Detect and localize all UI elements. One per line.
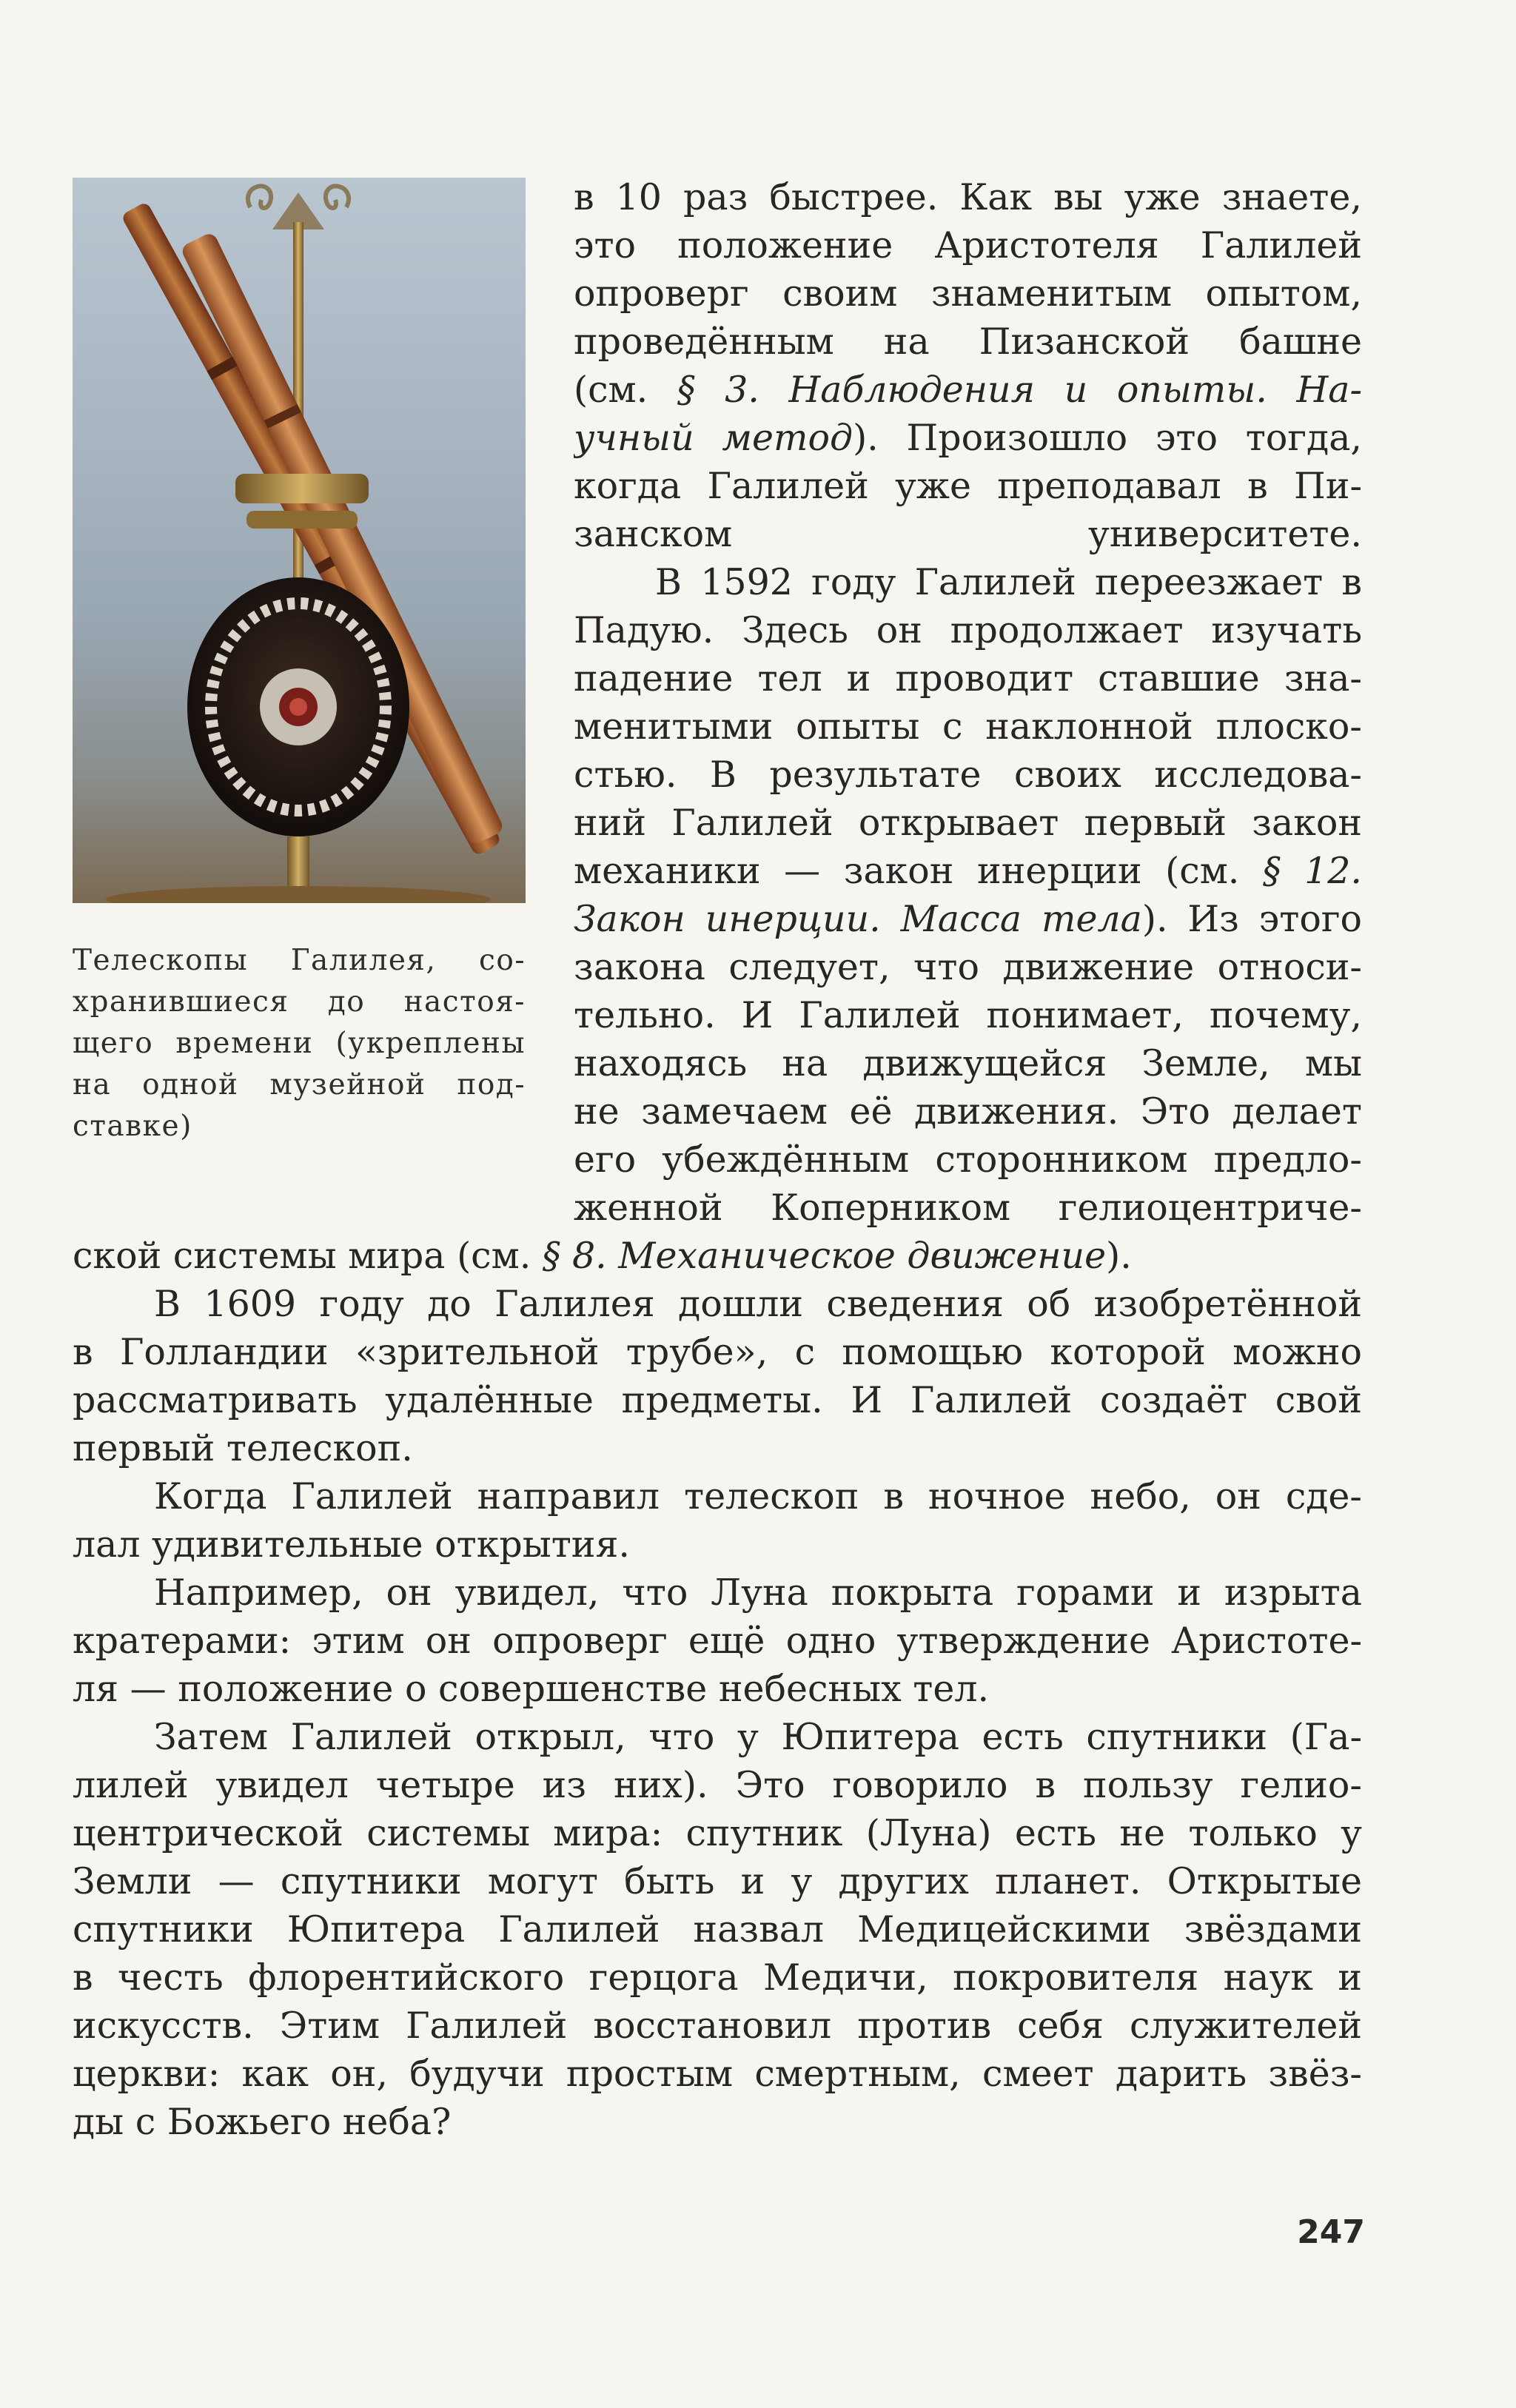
text-fragment: стью. В результате своих исследова- [574, 754, 1362, 796]
text-fragment: в честь флорентийского герцога Медичи, покровителя наук и [73, 1956, 1362, 1999]
caption-line: на одной музейной под- [73, 1068, 526, 1101]
text-fragment: кратерами: этим он опроверг ещё одно утверждение Аристоте- [73, 1620, 1362, 1662]
text-line [73, 1713, 1362, 1761]
text-line [73, 1424, 1362, 1472]
text-fragment: (см. [574, 369, 677, 411]
caption-line: ставке) [73, 1110, 192, 1143]
text-line [73, 1617, 1362, 1665]
text-line [73, 1472, 1362, 1520]
text-line [73, 2002, 1362, 2050]
text-fragment: ). [1106, 1235, 1132, 1277]
text-line [574, 895, 1362, 943]
text-line [574, 462, 1362, 510]
text-fragment: в Голландии «зрительной трубе», с помощью которой можно [73, 1331, 1362, 1373]
text-fragment: церкви: как он, будучи простым смертным, смеет дарить звёз- [73, 2053, 1362, 2095]
text-fragment: его убеждённым сторонником предло- [574, 1138, 1362, 1181]
text-line [574, 991, 1362, 1039]
text-fragment: находясь на движущейся Земле, мы [574, 1042, 1362, 1084]
text-fragment: занском университете. [574, 513, 1362, 555]
caption-line: Телескопы Галилея, со- [73, 944, 526, 977]
body-text [73, 1232, 1362, 2146]
text-line [73, 1280, 1362, 1328]
text-line [574, 751, 1362, 799]
text-line [574, 1136, 1362, 1184]
text-line [574, 1184, 1362, 1232]
text-fragment: менитыми опыты с наклонной плоско- [574, 705, 1362, 748]
text-fragment: ды с Божьего неба? [73, 2101, 452, 2143]
text-fragment: ля — положение о совершенстве небесных тел. [73, 1668, 990, 1710]
text-fragment: ). Из этого [1141, 898, 1362, 940]
text-line [574, 847, 1362, 895]
text-line [574, 558, 1362, 606]
text-line [73, 1376, 1362, 1424]
italic-reference: § 3. Наблюдения и опыты. На- [677, 369, 1362, 411]
text-fragment: закона следует, что движение относи- [574, 946, 1362, 988]
text-fragment: Затем Галилей открыл, что у Юпитера есть спутники (Га- [154, 1716, 1362, 1758]
text-line [574, 414, 1362, 462]
text-fragment: В 1592 году Галилей переезжает в [655, 561, 1362, 603]
text-fragment: Например, он увидел, что Луна покрыта горами и изрыта [154, 1572, 1362, 1614]
text-line [574, 318, 1362, 366]
caption-line: хранившиеся до настоя- [73, 985, 526, 1019]
text-fragment: в 10 раз быстрее. Как вы уже знаете, [574, 176, 1362, 218]
text-fragment: ). Произошло это тогда, [853, 417, 1362, 459]
text-line [73, 1665, 1362, 1713]
text-fragment: опроверг своим знаменитым опытом, [574, 272, 1362, 315]
text-fragment: Земли — спутники могут быть и у других планет. Открытые [73, 1860, 1362, 1902]
text-line [574, 1039, 1362, 1087]
galileo-telescopes-image [73, 178, 526, 903]
text-fragment: искусств. Этим Галилей восстановил против себя служителей [73, 2005, 1362, 2047]
text-fragment: ской системы мира (см. [73, 1235, 543, 1277]
text-line [73, 1953, 1362, 2002]
column-text [574, 173, 1362, 1232]
text-fragment: В 1609 году до Галилея дошли сведения об изобретённой [154, 1283, 1362, 1325]
text-fragment: первый телескоп. [73, 1427, 413, 1469]
caption-line: щего времени (укреплены [73, 1027, 526, 1060]
text-line [574, 943, 1362, 991]
text-fragment: Когда Галилей направил телескоп в ночное небо, он сде- [154, 1475, 1362, 1517]
text-line [73, 1520, 1362, 1569]
text-line [73, 1761, 1362, 1809]
page-number: 247 [1297, 2213, 1365, 2251]
text-fragment: не замечаем её движения. Это делает [574, 1090, 1362, 1133]
text-line [574, 654, 1362, 702]
text-line [574, 1087, 1362, 1136]
text-line [574, 510, 1362, 558]
text-line [574, 606, 1362, 654]
text-line [574, 269, 1362, 318]
italic-reference: учный метод [574, 417, 853, 459]
text-line [574, 221, 1362, 269]
text-line [73, 1569, 1362, 1617]
figure-caption [73, 940, 526, 1147]
telescope-photo [73, 178, 526, 903]
text-fragment: механики — закон инерции (см. [574, 850, 1263, 892]
text-fragment: Падую. Здесь он продолжает изучать [574, 609, 1362, 651]
text-fragment: это положение Аристотеля Галилей [574, 224, 1362, 266]
text-line [574, 173, 1362, 221]
italic-reference: Закон инерции. Масса тела [574, 898, 1142, 940]
text-fragment: центрической системы мира: спутник (Луна) есть не только у [73, 1812, 1362, 1854]
text-fragment: тельно. И Галилей понимает, почему, [574, 994, 1362, 1036]
text-line [73, 2050, 1362, 2098]
text-fragment: лал удивительные открытия. [73, 1523, 630, 1566]
text-line [574, 366, 1362, 414]
text-line [574, 799, 1362, 847]
text-fragment: падение тел и проводит ставшие зна- [574, 657, 1362, 700]
text-fragment: ний Галилей открывает первый закон [574, 802, 1362, 844]
text-fragment: рассматривать удалённые предметы. И Галилей создаёт свой [73, 1379, 1362, 1421]
text-line [73, 1232, 1362, 1280]
text-line [574, 702, 1362, 751]
text-line [73, 1328, 1362, 1376]
italic-reference: § 8. Механическое движение [542, 1235, 1107, 1277]
text-line [73, 1905, 1362, 1953]
text-fragment: женной Коперником гелиоцентриче- [574, 1187, 1362, 1229]
text-line [73, 1857, 1362, 1905]
italic-reference: § 12. [1262, 850, 1362, 892]
text-line [73, 2098, 1362, 2146]
text-fragment: проведённым на Пизанской башне [574, 321, 1362, 363]
text-fragment: лилей увидел четыре из них). Это говорило в пользу гелио- [73, 1764, 1362, 1806]
text-fragment: спутники Юпитера Галилей назвал Медицейскими звёздами [73, 1908, 1362, 1951]
text-line [73, 1809, 1362, 1857]
text-fragment: когда Галилей уже преподавал в Пи- [574, 465, 1362, 507]
